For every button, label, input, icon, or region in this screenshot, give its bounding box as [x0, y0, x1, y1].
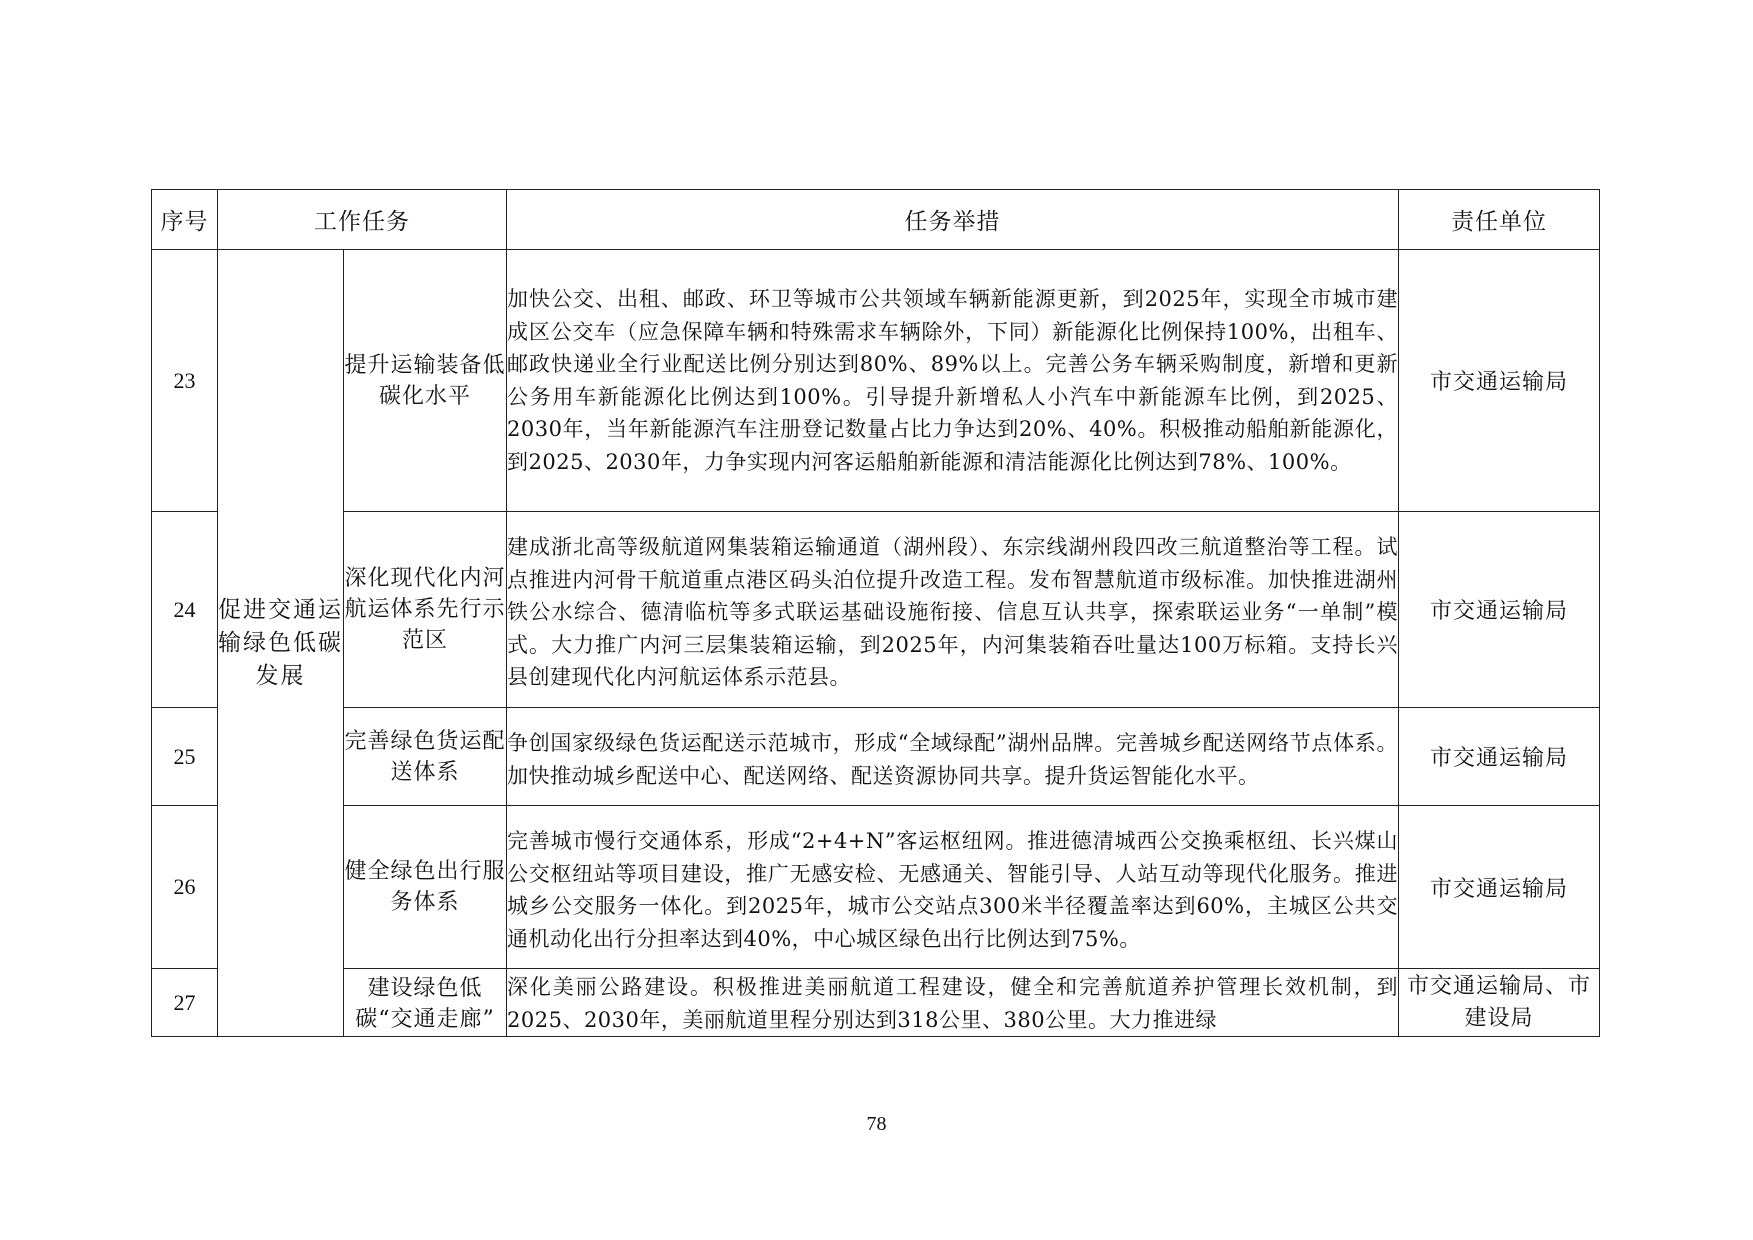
subtask-cell: 健全绿色出行服务体系 — [344, 806, 507, 969]
unit-cell: 市交通运输局 — [1399, 250, 1600, 512]
unit-cell: 市交通运输局 — [1399, 806, 1600, 969]
unit-cell: 市交通运输局 — [1399, 708, 1600, 806]
page-number: 78 — [866, 1113, 887, 1135]
header-unit: 责任单位 — [1399, 190, 1600, 250]
measures-cell: 完善城市慢行交通体系，形成“2+4+N”客运枢纽网。推进德清城西公交换乘枢纽、长兴煤山公交枢纽站等项目建设，推广无感安检、无感通关、智能引导、人站互动等现代化服务。推进城乡公交服务一体化。到2025年，城市公交站点300米半径覆盖率达到60%，主城区公共交通机动化出行分担率达到40%，中心城区绿色出行比例达到75%。 — [507, 806, 1399, 969]
table-row — [152, 512, 1600, 708]
measures-cell: 建成浙北高等级航道网集装箱运输通道（湖州段）、东宗线湖州段四改三航道整治等工程。试点推进内河骨干航道重点港区码头泊位提升改造工程。发布智慧航道市级标准。加快推进湖州铁公水综合、德清临杭等多式联运基础设施衔接、信息互认共享，探索联运业务“一单制”模式。大力推广内河三层集装箱运输，到2025年，内河集装箱吞吐量达100万标箱。支持长兴县创建现代化内河航运体系示范县。 — [507, 512, 1399, 708]
table-row — [152, 806, 1600, 969]
measures-cell: 争创国家级绿色货运配送示范城市，形成“全域绿配”湖州品牌。完善城乡配送网络节点体系。加快推动城乡配送中心、配送网络、配送资源协同共享。提升货运智能化水平。 — [507, 708, 1399, 806]
measures-cell: 深化美丽公路建设。积极推进美丽航道工程建设，健全和完善航道养护管理长效机制，到2025、2030年，美丽航道里程分别达到318公里、380公里。大力推进绿 — [507, 969, 1399, 1037]
table-header-row — [152, 190, 1600, 250]
measures-cell: 加快公交、出租、邮政、环卫等城市公共领域车辆新能源更新，到2025年，实现全市城市建成区公交车（应急保障车辆和特殊需求车辆除外，下同）新能源化比例保持100%，出租车、邮政快递业全行业配送比例分别达到80%、89%以上。完善公务车辆采购制度，新增和更新公务用车新能源化比例达到100%。引导提升新增私人小汽车中新能源车比例，到2025、2030年，当年新能源汽车注册登记数量占比力争达到20%、40%。积极推动船舶新能源化，到2025、2030年，力争实现内河客运船舶新能源和清洁能源化比例达到78%、100%。 — [507, 250, 1399, 512]
unit-cell: 市交通运输局 — [1399, 512, 1600, 708]
row-number: 24 — [152, 512, 218, 708]
header-measures: 任务举措 — [507, 190, 1399, 250]
row-number: 26 — [152, 806, 218, 969]
header-task: 工作任务 — [218, 190, 507, 250]
table-row — [152, 250, 1600, 512]
row-number: 23 — [152, 250, 218, 512]
row-number: 25 — [152, 708, 218, 806]
subtask-cell: 深化现代化内河航运体系先行示范区 — [344, 512, 507, 708]
table-row — [152, 708, 1600, 806]
row-number: 27 — [152, 969, 218, 1037]
task-table — [151, 189, 1600, 1037]
table-row — [152, 969, 1600, 1037]
unit-cell: 市交通运输局、市建设局 — [1399, 969, 1600, 1037]
subtask-cell: 完善绿色货运配送体系 — [344, 708, 507, 806]
subtask-cell: 建设绿色低碳“交通走廊” — [344, 969, 507, 1037]
header-no: 序号 — [152, 190, 218, 250]
subtask-cell: 提升运输装备低碳化水平 — [344, 250, 507, 512]
category-cell: 促进交通运输绿色低碳发展 — [218, 250, 344, 1037]
